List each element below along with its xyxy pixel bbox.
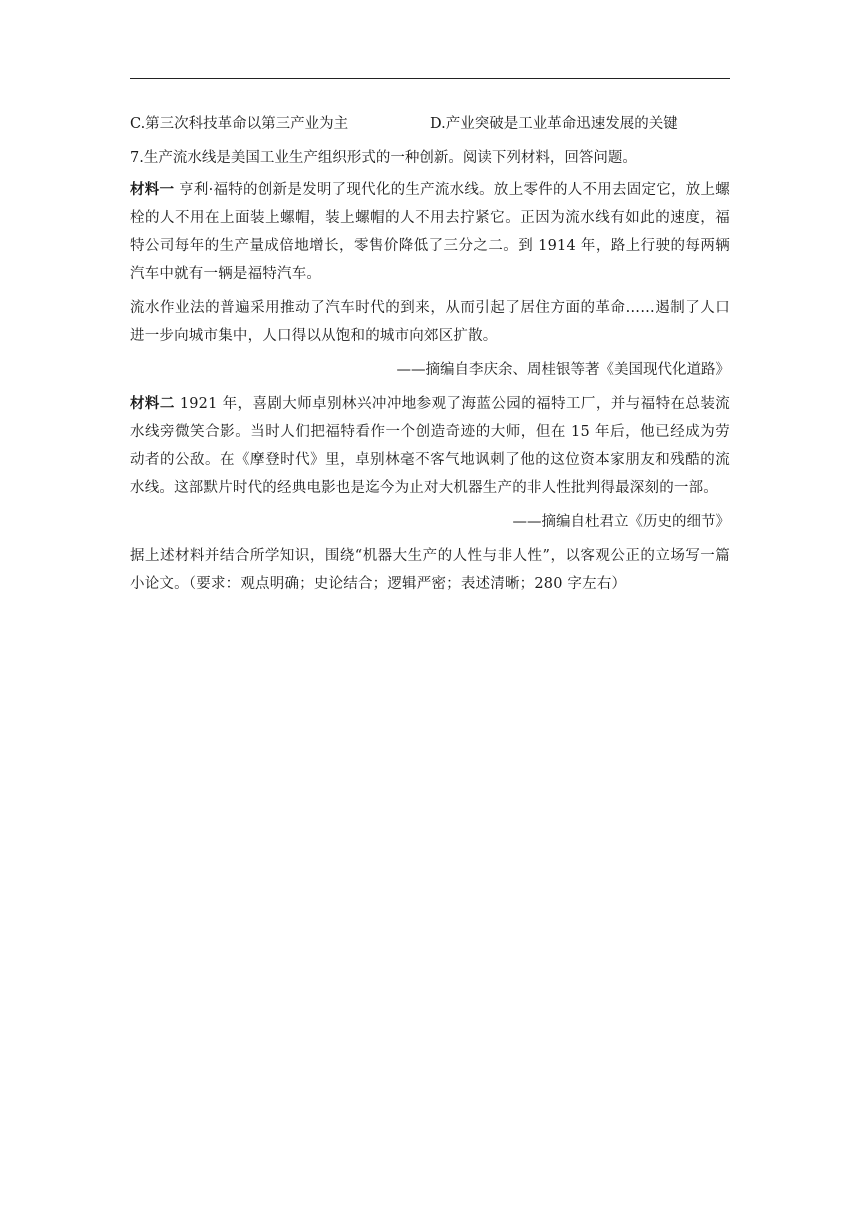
material-2-label: 材料二 bbox=[130, 395, 175, 412]
question-stem: 7.生产流水线是美国工业生产组织形式的一种创新。阅读下列材料，回答问题。 bbox=[130, 150, 637, 166]
material-1-label: 材料一 bbox=[130, 181, 175, 198]
material-2-text: 1921 年，喜剧大师卓别林兴冲冲地参观了海蓝公园的福特工厂，并与福特在总装流水线旁微笑合影。当时人们把福特看作一个创造奇迹的大师，但在 15 年后，他已经成为劳动者的公敌。在《摩登时代》里，卓别林毫不客气地讽刺了他的这位资本家朋友和残酷的流水线。这部默片时代的经典电影也是迄今为止对大机器生产的非人性批判得最深刻的一部。 bbox=[130, 396, 730, 496]
material-2-paragraph bbox=[130, 390, 730, 502]
material-1-source: ——摘编自李庆余、周桂银等著《美国现代化道路》 bbox=[396, 362, 730, 378]
option-d: D.产业突破是工业革命迅速发展的关键 bbox=[430, 116, 678, 132]
material-2-source: ——摘编自杜君立《历史的细节》 bbox=[512, 514, 730, 530]
answer-options-row bbox=[130, 110, 730, 138]
material-1-paragraph-2: 流水作业法的普遍采用推动了汽车时代的到来，从而引起了居住方面的革命……遏制了人口进一步向城市集中，人口得以从饱和的城市向郊区扩散。 bbox=[130, 300, 730, 344]
material-1-text: 亨利·福特的创新是发明了现代化的生产流水线。放上零件的人不用去固定它，放上螺栓的人不用在上面装上螺帽，装上螺帽的人不用去拧紧它。正因为流水线有如此的速度，福特公司每年的生产量成倍地增长，零售价降低了三分之二。到 1914 年，路上行驶的每两辆汽车中就有一辆是福特汽车。 bbox=[130, 182, 730, 282]
header-rule bbox=[130, 78, 730, 79]
document-content bbox=[130, 110, 730, 604]
option-c: C.第三次科技革命以第三产业为主 bbox=[130, 116, 349, 132]
material-1-paragraph bbox=[130, 176, 730, 288]
essay-task: 据上述材料并结合所学知识，围绕“机器大生产的人性与非人性”，以客观公正的立场写一篇小论文。（要求：观点明确；史论结合；逻辑严密；表述清晰；280 字左右） bbox=[130, 548, 730, 592]
